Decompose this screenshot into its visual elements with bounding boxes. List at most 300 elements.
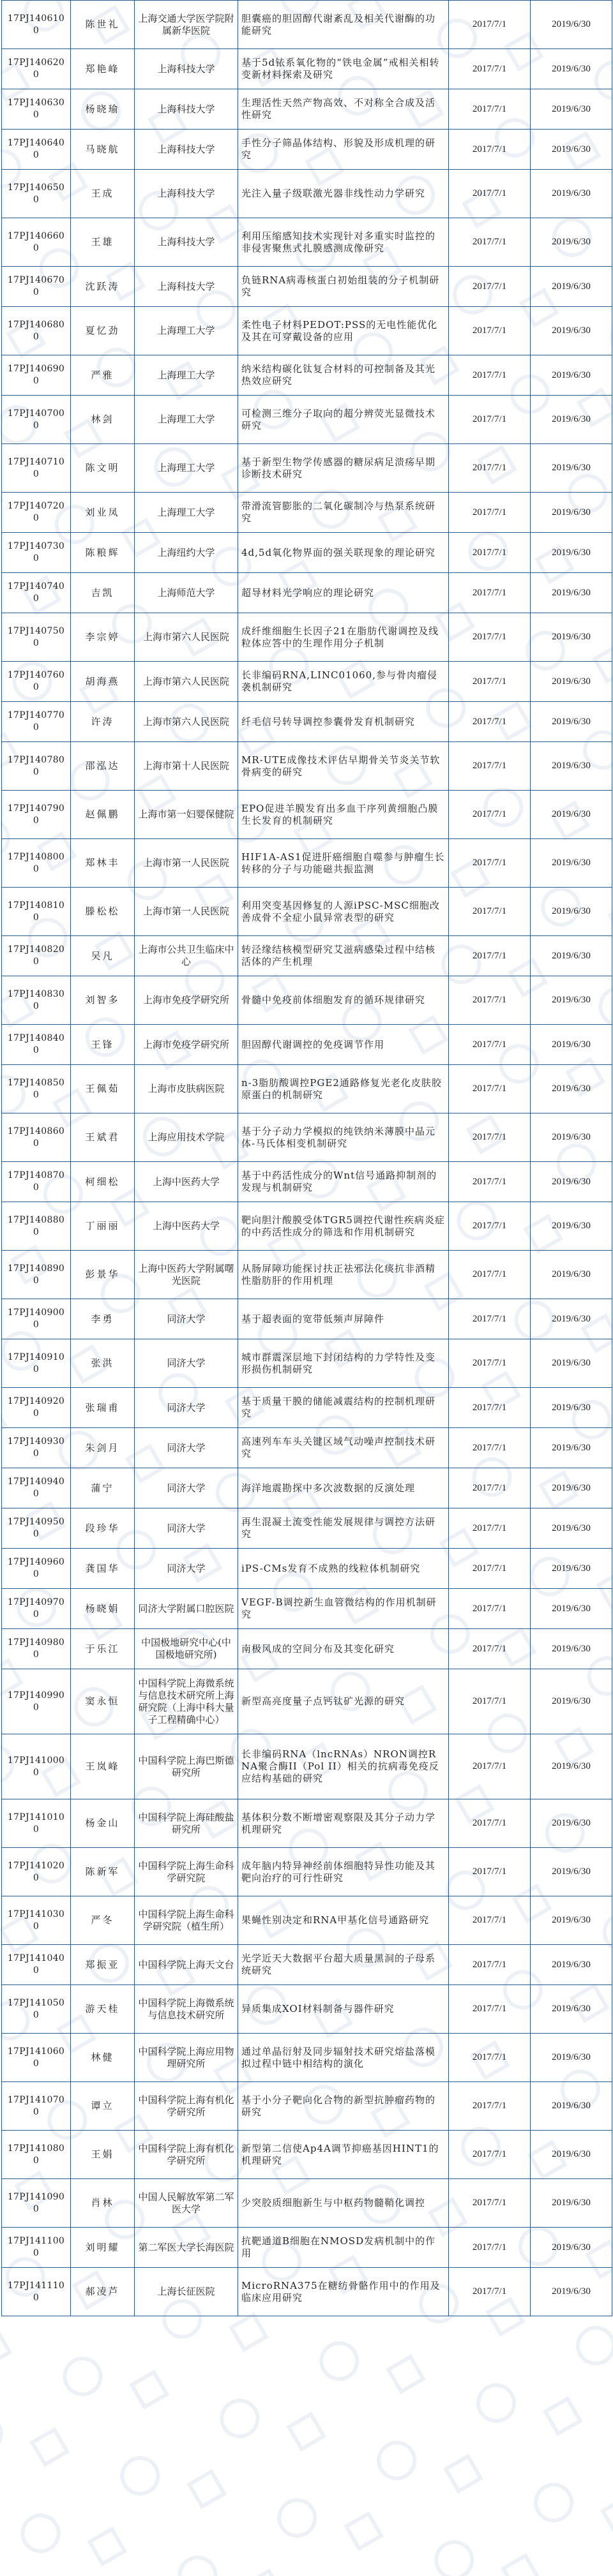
project-title-cell: 长非编码RNA（lncRNAs）NRON调控RNA聚合酶II（Pol II）相关的抗病毒免疫反应结构基础的研究 (238, 1734, 449, 1799)
start-date-cell: 2017/7/1 (449, 839, 531, 888)
table-row (2, 976, 612, 1025)
applicant-name-cell: 王岚峰 (71, 1734, 135, 1799)
end-date-cell: 2019/6/30 (531, 1, 612, 49)
project-title-cell: 可检测三维分子取向的超分辨荧光显微技术研究 (238, 396, 449, 444)
start-date-cell: 2017/7/1 (449, 1848, 531, 1896)
project-title-cell: 生理活性天然产物高效、不对称全合成及活性研究 (238, 89, 449, 130)
applicant-name-cell: 杨金山 (71, 1799, 135, 1848)
end-date-cell: 2019/6/30 (531, 2268, 612, 2316)
project-title-cell: VEGF-B调控新生血管微结构的作用机制研究 (238, 1589, 449, 1629)
table-row (2, 1629, 612, 1669)
project-title-cell: 胆固醇代谢调控的免疫调节作用 (238, 1025, 449, 1065)
table-row (2, 1428, 612, 1468)
start-date-cell: 2017/7/1 (449, 1896, 531, 1945)
applicant-name-cell: 丁丽丽 (71, 1202, 135, 1251)
start-date-cell: 2017/7/1 (449, 396, 531, 444)
table-row (2, 1945, 612, 1985)
applicant-name-cell: 陈世礼 (71, 1, 135, 49)
end-date-cell: 2019/6/30 (531, 1162, 612, 1202)
project-id-cell: 17PJ1410200 (2, 1848, 71, 1896)
organization-cell: 上海科技大学 (135, 89, 238, 130)
end-date-cell: 2019/6/30 (531, 170, 612, 218)
start-date-cell: 2017/7/1 (449, 49, 531, 89)
project-title-cell: 转泾缘结核模型研究艾滋病感染过程中结核活体的产生机理 (238, 936, 449, 976)
table-row (2, 2268, 612, 2316)
project-title-cell: 少突胶质细胞新生与中枢药物髓鞘化调控 (238, 2179, 449, 2228)
applicant-name-cell: 刘明耀 (71, 2228, 135, 2268)
end-date-cell: 2019/6/30 (531, 1468, 612, 1508)
end-date-cell: 2019/6/30 (531, 533, 612, 573)
project-id-cell: 17PJ1406300 (2, 89, 71, 130)
organization-cell: 中国人民解放军第二军医大学 (135, 2179, 238, 2228)
table-row (2, 1799, 612, 1848)
table-row (2, 1669, 612, 1734)
table-row (2, 1508, 612, 1549)
table-row (2, 2131, 612, 2179)
project-id-cell: 17PJ1406400 (2, 130, 71, 170)
start-date-cell: 2017/7/1 (449, 1251, 531, 1299)
table-row (2, 742, 612, 791)
applicant-name-cell: 刘智多 (71, 976, 135, 1025)
organization-cell: 上海理工大学 (135, 307, 238, 355)
applicant-name-cell: 陈文明 (71, 444, 135, 493)
start-date-cell: 2017/7/1 (449, 976, 531, 1025)
organization-cell: 中国科学院上海有机化学研究所 (135, 2082, 238, 2131)
start-date-cell: 2017/7/1 (449, 2082, 531, 2131)
end-date-cell: 2019/6/30 (531, 2131, 612, 2179)
table-row (2, 1299, 612, 1339)
project-id-cell: 17PJ1407000 (2, 396, 71, 444)
end-date-cell: 2019/6/30 (531, 613, 612, 662)
project-title-cell: 成年脑内特异神经前体细胞特异性功能及其靶向治疗的可行性研究 (238, 1848, 449, 1896)
applicant-name-cell: 李勇 (71, 1299, 135, 1339)
organization-cell: 上海科技大学 (135, 267, 238, 307)
organization-cell: 上海市免疫学研究所 (135, 976, 238, 1025)
table-row (2, 89, 612, 130)
applicant-name-cell: 陈粮辉 (71, 533, 135, 573)
applicant-name-cell: 吴凡 (71, 936, 135, 976)
organization-cell: 上海市免疫学研究所 (135, 1025, 238, 1065)
project-title-cell: 靶向胆汁酸膜受体TGR5调控代谢性疾病炎症的中药活性成分的筛选和作用机制研究 (238, 1202, 449, 1251)
end-date-cell: 2019/6/30 (531, 1113, 612, 1162)
applicant-name-cell: 谭立 (71, 2082, 135, 2131)
end-date-cell: 2019/6/30 (531, 976, 612, 1025)
applicant-name-cell: 沈跃涛 (71, 267, 135, 307)
organization-cell: 上海理工大学 (135, 355, 238, 396)
organization-cell: 中国极地研究中心(中国极地研究所) (135, 1629, 238, 1669)
applicant-name-cell: 杨晓娟 (71, 1589, 135, 1629)
table-row (2, 1896, 612, 1945)
end-date-cell: 2019/6/30 (531, 2082, 612, 2131)
start-date-cell: 2017/7/1 (449, 1, 531, 49)
start-date-cell: 2017/7/1 (449, 533, 531, 573)
table-row (2, 839, 612, 888)
end-date-cell: 2019/6/30 (531, 1896, 612, 1945)
organization-cell: 上海市第六人民医院 (135, 702, 238, 742)
start-date-cell: 2017/7/1 (449, 1388, 531, 1428)
project-title-cell: 基于小分子靶向化合物的新型抗肿瘤药物的研究 (238, 2082, 449, 2131)
applicant-name-cell: 林剑 (71, 396, 135, 444)
start-date-cell: 2017/7/1 (449, 791, 531, 839)
table-row (2, 1162, 612, 1202)
project-id-cell: 17PJ1408800 (2, 1202, 71, 1251)
start-date-cell: 2017/7/1 (449, 2179, 531, 2228)
organization-cell: 上海市第一人民医院 (135, 839, 238, 888)
project-title-cell: 基于超表面的宽带低频声屏障件 (238, 1299, 449, 1339)
project-id-cell: 17PJ1407100 (2, 444, 71, 493)
applicant-name-cell: 郑艳峰 (71, 49, 135, 89)
table-row (2, 613, 612, 662)
applicant-name-cell: 郑林丰 (71, 839, 135, 888)
start-date-cell: 2017/7/1 (449, 355, 531, 396)
table-row (2, 702, 612, 742)
project-title-cell: 基于分子动力学模拟的纯铁纳米薄膜中晶元体-马氏体相变机制研究 (238, 1113, 449, 1162)
applicant-name-cell: 吉凯 (71, 573, 135, 613)
start-date-cell: 2017/7/1 (449, 1468, 531, 1508)
organization-cell: 中国科学院上海生命科学研究院（植生所） (135, 1896, 238, 1945)
project-id-cell: 17PJ1411000 (2, 2228, 71, 2268)
project-id-cell: 17PJ1408700 (2, 1162, 71, 1202)
start-date-cell: 2017/7/1 (449, 1589, 531, 1629)
applicant-name-cell: 肖林 (71, 2179, 135, 2228)
organization-cell: 第二军医大学长海医院 (135, 2228, 238, 2268)
project-title-cell: 骨髓中免疫前体细胞发育的循环规律研究 (238, 976, 449, 1025)
applicant-name-cell: 夏忆劲 (71, 307, 135, 355)
applicant-name-cell: 于乐江 (71, 1629, 135, 1669)
organization-cell: 中国科学院上海硅酸盐研究所 (135, 1799, 238, 1848)
end-date-cell: 2019/6/30 (531, 1428, 612, 1468)
start-date-cell: 2017/7/1 (449, 2131, 531, 2179)
end-date-cell: 2019/6/30 (531, 2034, 612, 2082)
project-id-cell: 17PJ1410800 (2, 2131, 71, 2179)
project-title-cell: 城市群震深层地下封闭结构的力学特性及变形损伤机制研究 (238, 1339, 449, 1388)
applicant-name-cell: 张瑞甫 (71, 1388, 135, 1428)
project-title-cell: n-3脂肪酸调控PGE2通路修复光老化皮肤胶原蛋白的机制研究 (238, 1065, 449, 1113)
organization-cell: 中国科学院上海应用物理研究所 (135, 2034, 238, 2082)
applicant-name-cell: 窦永恒 (71, 1669, 135, 1734)
start-date-cell: 2017/7/1 (449, 1669, 531, 1734)
project-id-cell: 17PJ1410000 (2, 1734, 71, 1799)
applicant-name-cell: 蒲宁 (71, 1468, 135, 1508)
project-title-cell: 海洋地震勘探中多次波数据的反演处理 (238, 1468, 449, 1508)
start-date-cell: 2017/7/1 (449, 1549, 531, 1589)
end-date-cell: 2019/6/30 (531, 89, 612, 130)
applicant-name-cell: 杨晓瑜 (71, 89, 135, 130)
end-date-cell: 2019/6/30 (531, 2228, 612, 2268)
table-row (2, 533, 612, 573)
project-id-cell: 17PJ1407400 (2, 573, 71, 613)
project-title-cell: 基于中药活性成分的Wnt信号通路抑制剂的发现与机制研究 (238, 1162, 449, 1202)
start-date-cell: 2017/7/1 (449, 2228, 531, 2268)
start-date-cell: 2017/7/1 (449, 493, 531, 533)
project-title-cell: 再生混凝土流变性能发展规律与调控方法研究 (238, 1508, 449, 1549)
project-id-cell: 17PJ1408600 (2, 1113, 71, 1162)
project-title-cell: 4d,5d氧化物界面的强关联现象的理论研究 (238, 533, 449, 573)
project-title-cell: HIF1A-AS1促进肝癌细胞自噬参与肿瘤生长转移的分子与功能磁共振监测 (238, 839, 449, 888)
project-id-cell: 17PJ1408500 (2, 1065, 71, 1113)
organization-cell: 上海应用技术学院 (135, 1113, 238, 1162)
project-id-cell: 17PJ1406900 (2, 355, 71, 396)
table-row (2, 573, 612, 613)
end-date-cell: 2019/6/30 (531, 1202, 612, 1251)
end-date-cell: 2019/6/30 (531, 49, 612, 89)
project-id-cell: 17PJ1407900 (2, 791, 71, 839)
project-id-cell: 17PJ1409800 (2, 1629, 71, 1669)
project-title-cell: 成纤维细胞生长因子21在脂肪代谢调控及线粒体应答中的生理作用分子机制 (238, 613, 449, 662)
organization-cell: 上海市皮肤病医院 (135, 1065, 238, 1113)
end-date-cell: 2019/6/30 (531, 888, 612, 936)
project-title-cell: 基体积分数不断增密观察限及其分子动力学机理研究 (238, 1799, 449, 1848)
start-date-cell: 2017/7/1 (449, 742, 531, 791)
table-row (2, 1251, 612, 1299)
project-title-cell: 长非编码RNA,LINC01060,参与骨肉瘤侵袭机制研究 (238, 662, 449, 702)
organization-cell: 上海中医药大学 (135, 1162, 238, 1202)
project-title-cell: 基于5d铱系氧化物的“铁电金属”戒相关相转变新材料探索及研究 (238, 49, 449, 89)
end-date-cell: 2019/6/30 (531, 493, 612, 533)
organization-cell: 上海理工大学 (135, 396, 238, 444)
project-id-cell: 17PJ1407200 (2, 493, 71, 533)
start-date-cell: 2017/7/1 (449, 613, 531, 662)
end-date-cell: 2019/6/30 (531, 1388, 612, 1428)
end-date-cell: 2019/6/30 (531, 396, 612, 444)
organization-cell: 同济大学 (135, 1339, 238, 1388)
project-title-cell: iPS-CMs发育不成熟的线粒体机制研究 (238, 1549, 449, 1589)
organization-cell: 同济大学 (135, 1428, 238, 1468)
end-date-cell: 2019/6/30 (531, 702, 612, 742)
project-title-cell: 光注入量子级联激光器非线性动力学研究 (238, 170, 449, 218)
project-title-cell: 从肠屏障功能探讨扶正祛邪法化痰抗非酒精性脂肪肝的作用机理 (238, 1251, 449, 1299)
table-row (2, 1589, 612, 1629)
table-row (2, 2228, 612, 2268)
end-date-cell: 2019/6/30 (531, 1589, 612, 1629)
start-date-cell: 2017/7/1 (449, 170, 531, 218)
end-date-cell: 2019/6/30 (531, 1251, 612, 1299)
applicant-name-cell: 张洪 (71, 1339, 135, 1388)
end-date-cell: 2019/6/30 (531, 573, 612, 613)
project-title-cell: 纳米结构碳化钛复合材料的可控制备及其光热效应研究 (238, 355, 449, 396)
organization-cell: 上海理工大学 (135, 493, 238, 533)
start-date-cell: 2017/7/1 (449, 888, 531, 936)
project-title-cell: 高速列车车头关键区域气动噪声控制技术研究 (238, 1428, 449, 1468)
end-date-cell: 2019/6/30 (531, 267, 612, 307)
organization-cell: 中国科学院上海巴斯德研究所 (135, 1734, 238, 1799)
project-id-cell: 17PJ1406800 (2, 307, 71, 355)
project-id-cell: 17PJ1410700 (2, 2082, 71, 2131)
project-id-cell: 17PJ1406500 (2, 170, 71, 218)
organization-cell: 上海科技大学 (135, 49, 238, 89)
end-date-cell: 2019/6/30 (531, 1629, 612, 1669)
table-row (2, 2179, 612, 2228)
table-row (2, 307, 612, 355)
applicant-name-cell: 段珍华 (71, 1508, 135, 1549)
end-date-cell: 2019/6/30 (531, 2179, 612, 2228)
table-row (2, 1549, 612, 1589)
table-row (2, 2034, 612, 2082)
applicant-name-cell: 王斌君 (71, 1113, 135, 1162)
applicant-name-cell: 李宗婷 (71, 613, 135, 662)
project-title-cell: 超导材料光学响应的理论研究 (238, 573, 449, 613)
organization-cell: 上海市第六人民医院 (135, 662, 238, 702)
start-date-cell: 2017/7/1 (449, 1985, 531, 2034)
end-date-cell: 2019/6/30 (531, 742, 612, 791)
project-title-cell: 基于新型生物学传感器的糖尿病足溃疡早期诊断技术研究 (238, 444, 449, 493)
start-date-cell: 2017/7/1 (449, 1299, 531, 1339)
project-title-cell: 抗靶通道B细胞在NMOSD发病机制中的作用 (238, 2228, 449, 2268)
project-title-cell: MR-UTE成像技术评估早期骨关节炎关节软骨病变的研究 (238, 742, 449, 791)
project-title-cell: 光学近天大数据平台超大质量黑洞的子母系统研究 (238, 1945, 449, 1985)
organization-cell: 同济大学 (135, 1299, 238, 1339)
start-date-cell: 2017/7/1 (449, 1508, 531, 1549)
end-date-cell: 2019/6/30 (531, 1848, 612, 1896)
end-date-cell: 2019/6/30 (531, 1339, 612, 1388)
organization-cell: 中国科学院上海微系统与信息技术研究所 (135, 1985, 238, 2034)
start-date-cell: 2017/7/1 (449, 702, 531, 742)
grant-list-body (2, 1, 612, 2316)
table-row (2, 1985, 612, 2034)
project-id-cell: 17PJ1408400 (2, 1025, 71, 1065)
project-id-cell: 17PJ1409500 (2, 1508, 71, 1549)
applicant-name-cell: 彭景华 (71, 1251, 135, 1299)
organization-cell: 上海市第十人民医院 (135, 742, 238, 791)
table-row (2, 1, 612, 49)
applicant-name-cell: 林健 (71, 2034, 135, 2082)
organization-cell: 中国科学院上海有机化学研究所 (135, 2131, 238, 2179)
project-id-cell: 17PJ1410100 (2, 1799, 71, 1848)
end-date-cell: 2019/6/30 (531, 1734, 612, 1799)
end-date-cell: 2019/6/30 (531, 936, 612, 976)
applicant-name-cell: 严雅 (71, 355, 135, 396)
project-title-cell: 基于质量干膜的储能减震结构的控制机理研究 (238, 1388, 449, 1428)
project-id-cell: 17PJ1409000 (2, 1299, 71, 1339)
end-date-cell: 2019/6/30 (531, 444, 612, 493)
organization-cell: 同济大学附属口腔医院 (135, 1589, 238, 1629)
project-id-cell: 17PJ1410400 (2, 1945, 71, 1985)
project-id-cell: 17PJ1410300 (2, 1896, 71, 1945)
organization-cell: 中国科学院上海生命科学研究院 (135, 1848, 238, 1896)
project-id-cell: 17PJ1408000 (2, 839, 71, 888)
organization-cell: 同济大学 (135, 1468, 238, 1508)
project-id-cell: 17PJ1409900 (2, 1669, 71, 1734)
start-date-cell: 2017/7/1 (449, 130, 531, 170)
start-date-cell: 2017/7/1 (449, 1945, 531, 1985)
project-title-cell: 柔性电子材料PEDOT:PSS的无电性能优化及其在可穿戴设备的应用 (238, 307, 449, 355)
organization-cell: 上海中医药大学附属曙光医院 (135, 1251, 238, 1299)
table-row (2, 1734, 612, 1799)
project-id-cell: 17PJ1408100 (2, 888, 71, 936)
end-date-cell: 2019/6/30 (531, 307, 612, 355)
start-date-cell: 2017/7/1 (449, 1799, 531, 1848)
project-title-cell: 负链RNA病毒核蛋白初始组装的分子机制研究 (238, 267, 449, 307)
project-id-cell: 17PJ1410900 (2, 2179, 71, 2228)
start-date-cell: 2017/7/1 (449, 1025, 531, 1065)
applicant-name-cell: 许涛 (71, 702, 135, 742)
project-id-cell: 17PJ1408200 (2, 936, 71, 976)
table-row (2, 130, 612, 170)
applicant-name-cell: 滕松松 (71, 888, 135, 936)
project-title-cell: 果蝇性别决定和RNA甲基化信号通路研究 (238, 1896, 449, 1945)
table-row (2, 1065, 612, 1113)
end-date-cell: 2019/6/30 (531, 1549, 612, 1589)
table-row (2, 396, 612, 444)
start-date-cell: 2017/7/1 (449, 1339, 531, 1388)
organization-cell: 上海市公共卫生临床中心 (135, 936, 238, 976)
table-row (2, 267, 612, 307)
applicant-name-cell: 王佩茹 (71, 1065, 135, 1113)
project-id-cell: 17PJ1406700 (2, 267, 71, 307)
applicant-name-cell: 王雄 (71, 218, 135, 267)
project-id-cell: 17PJ1406600 (2, 218, 71, 267)
project-id-cell: 17PJ1407500 (2, 613, 71, 662)
organization-cell: 上海科技大学 (135, 170, 238, 218)
project-id-cell: 17PJ1408300 (2, 976, 71, 1025)
project-id-cell: 17PJ1406100 (2, 1, 71, 49)
start-date-cell: 2017/7/1 (449, 2034, 531, 2082)
start-date-cell: 2017/7/1 (449, 267, 531, 307)
organization-cell: 上海市第六人民医院 (135, 613, 238, 662)
end-date-cell: 2019/6/30 (531, 355, 612, 396)
applicant-name-cell: 游天桂 (71, 1985, 135, 2034)
project-title-cell: 南极风成的空间分布及其变化研究 (238, 1629, 449, 1669)
table-row (2, 1468, 612, 1508)
end-date-cell: 2019/6/30 (531, 839, 612, 888)
start-date-cell: 2017/7/1 (449, 218, 531, 267)
end-date-cell: 2019/6/30 (531, 1799, 612, 1848)
applicant-name-cell: 王锋 (71, 1025, 135, 1065)
applicant-name-cell: 王娟 (71, 2131, 135, 2179)
table-row (2, 2082, 612, 2131)
end-date-cell: 2019/6/30 (531, 1985, 612, 2034)
project-title-cell: EPO促进羊膜发育出多血干序列黄细胞凸膜生长发育的机制研究 (238, 791, 449, 839)
start-date-cell: 2017/7/1 (449, 1428, 531, 1468)
table-row (2, 1848, 612, 1896)
organization-cell: 上海市第一人民医院 (135, 888, 238, 936)
project-id-cell: 17PJ1407300 (2, 533, 71, 573)
applicant-name-cell: 刘业凤 (71, 493, 135, 533)
organization-cell: 上海长征医院 (135, 2268, 238, 2316)
applicant-name-cell: 王成 (71, 170, 135, 218)
organization-cell: 中国科学院上海微系统与信息技术研究所上海研究院（上海中科大量子工程精确中心） (135, 1669, 238, 1734)
applicant-name-cell: 赵佩鹏 (71, 791, 135, 839)
end-date-cell: 2019/6/30 (531, 1945, 612, 1985)
project-id-cell: 17PJ1409100 (2, 1339, 71, 1388)
table-row (2, 355, 612, 396)
organization-cell: 上海市第一妇婴保健院 (135, 791, 238, 839)
table-row (2, 493, 612, 533)
end-date-cell: 2019/6/30 (531, 1299, 612, 1339)
table-row (2, 791, 612, 839)
end-date-cell: 2019/6/30 (531, 791, 612, 839)
table-row (2, 1113, 612, 1162)
table-row (2, 218, 612, 267)
organization-cell: 上海中医药大学 (135, 1202, 238, 1251)
project-title-cell: 利用突变基因修复的人源iPSC-MSC细胞改善成骨不全症小鼠异常表型的研究 (238, 888, 449, 936)
project-title-cell: 新型高亮度量子点钙钛矿光源的研究 (238, 1669, 449, 1734)
organization-cell: 上海科技大学 (135, 130, 238, 170)
start-date-cell: 2017/7/1 (449, 1202, 531, 1251)
project-id-cell: 17PJ1408900 (2, 1251, 71, 1299)
end-date-cell: 2019/6/30 (531, 1065, 612, 1113)
applicant-name-cell: 柯细松 (71, 1162, 135, 1202)
start-date-cell: 2017/7/1 (449, 662, 531, 702)
applicant-name-cell: 严冬 (71, 1896, 135, 1945)
project-title-cell: 新型第二信使Ap4A调节抑癌基因HINT1的机理研究 (238, 2131, 449, 2179)
grant-list-table (1, 0, 612, 2316)
start-date-cell: 2017/7/1 (449, 307, 531, 355)
table-row (2, 888, 612, 936)
end-date-cell: 2019/6/30 (531, 1508, 612, 1549)
end-date-cell: 2019/6/30 (531, 1669, 612, 1734)
table-row (2, 1339, 612, 1388)
